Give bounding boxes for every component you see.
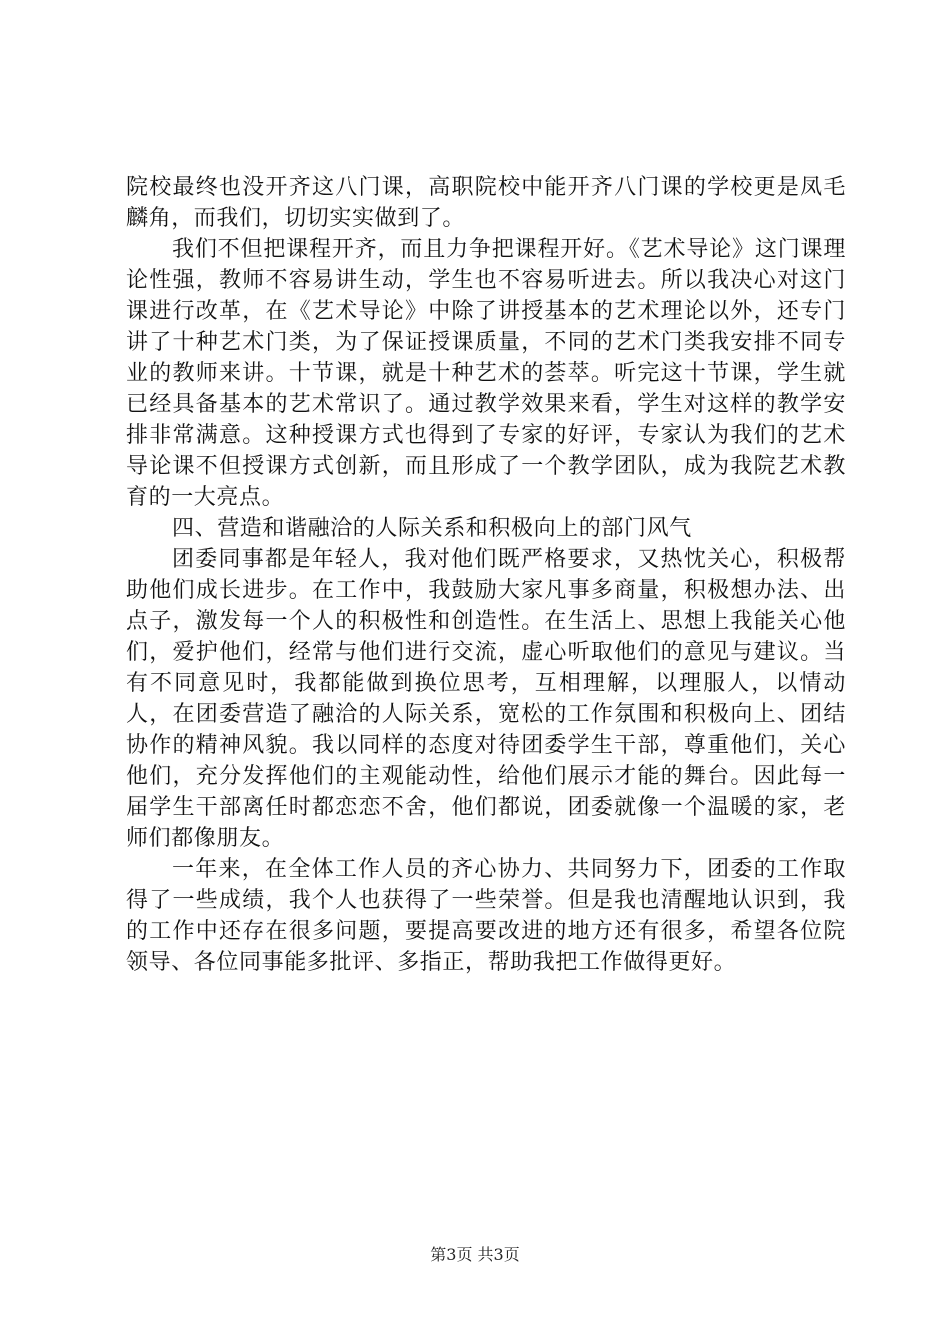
paragraph-1: 院校最终也没开齐这八门课，高职院校中能开齐八门课的学校更是凤毛麟角，而我们，切切实实做到了。: [126, 175, 846, 231]
document-body: [126, 172, 846, 978]
paragraph-2: 我们不但把课程开齐，而且力争把课程开好。《艺术导论》这门课理论性强，教师不容易讲生动，学生也不容易听进去。所以我决心对这门课进行改革，在《艺术导论》中除了讲授基本的艺术理论以外，还专门讲了十种艺术门类，为了保证授课质量，不同的艺术门类我安排不同专业的教师来讲。十节课，就是十种艺术的荟萃。听完这十节课，学生就已经具备基本的艺术常识了。通过教学效果来看，学生对这样的教学安排非常满意。这种授课方式也得到了专家的好评，专家认为我们的艺术导论课不但授课方式创新，而且形成了一个教学团队，成为我院艺术教育的一大亮点。: [126, 237, 846, 510]
page-number-footer: 第3页 共3页: [430, 1245, 520, 1264]
section-heading: 四、营造和谐融洽的人际关系和积极向上的部门风气: [172, 516, 692, 541]
paragraph-4: 一年来，在全体工作人员的齐心协力、共同努力下，团委的工作取得了一些成绩，我个人也获得了一些荣誉。但是我也清醒地认识到，我的工作中还存在很多问题，要提高要改进的地方还有很多，希望各位院领导、各位同事能多批评、多指正，帮助我把工作做得更好。: [126, 857, 846, 975]
paragraph-3: 团委同事都是年轻人，我对他们既严格要求，又热忱关心，积极帮助他们成长进步。在工作中，我鼓励大家凡事多商量，积极想办法、出点子，激发每一个人的积极性和创造性。在生活上、思想上我能关心他们，爱护他们，经常与他们进行交流，虚心听取他们的意见与建议。当有不同意见时，我都能做到换位思考，互相理解，以理服人，以情动人，在团委营造了融洽的人际关系，宽松的工作氛围和积极向上、团结协作的精神风貌。我以同样的态度对待团委学生干部，尊重他们，关心他们，充分发挥他们的主观能动性，给他们展示才能的舞台。因此每一届学生干部离任时都恋恋不舍，他们都说，团委就像一个温暖的家，老师们都像朋友。: [126, 547, 846, 851]
